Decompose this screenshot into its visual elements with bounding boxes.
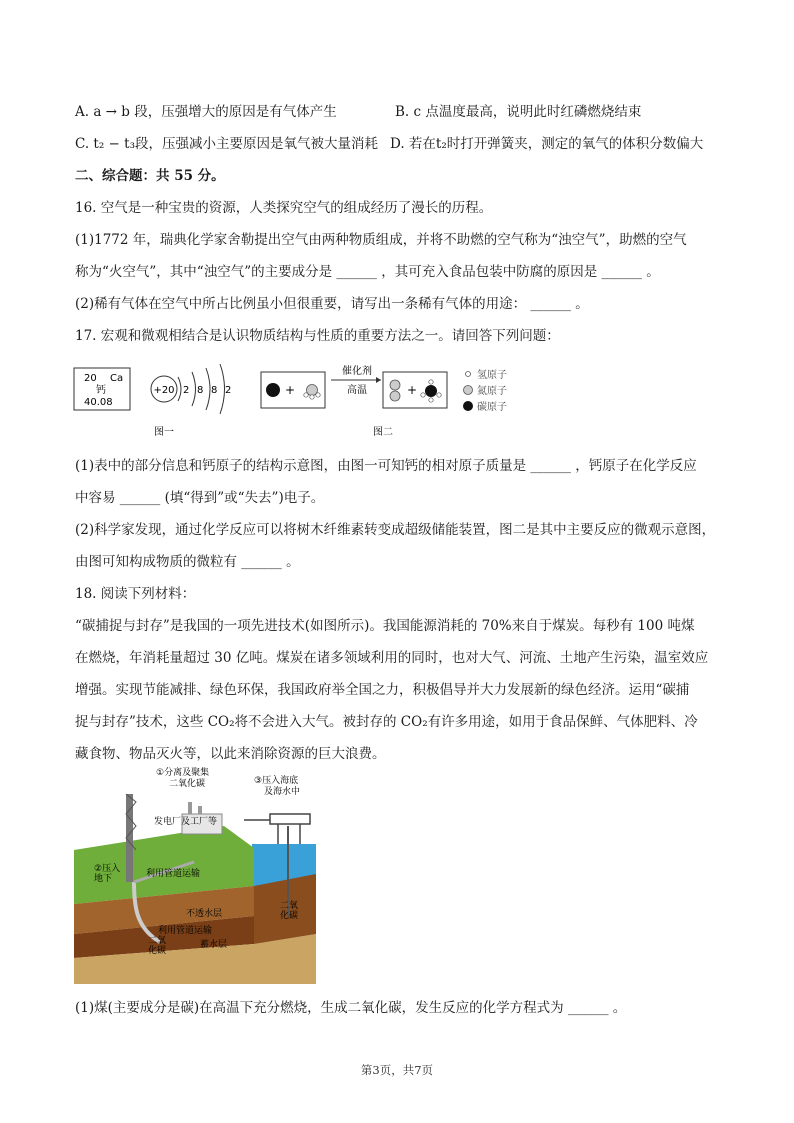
chimney bbox=[188, 802, 192, 814]
element-symbol: Ca bbox=[110, 373, 124, 384]
carbon-atom bbox=[425, 385, 437, 397]
section-heading: 二、综合题：共 55 分。 bbox=[75, 168, 225, 184]
q18-material-line5: 藏食物、物品灭火等，以此来消除资源的巨大浪费。 bbox=[75, 746, 386, 762]
q17-stem: 17. 宏观和微观相结合是认识物质结构与性质的重要方法之一。请回答下列问题： bbox=[75, 328, 560, 344]
carbon-atom bbox=[266, 383, 280, 397]
option-b: B. c 点温度最高，说明此时红磷燃烧结束 bbox=[395, 104, 642, 120]
figure-2-reaction bbox=[255, 360, 555, 440]
q17-part2-line2: 由图可知构成物质的微粒有 ______ 。 bbox=[75, 554, 300, 570]
label-co2-right-1: 二氧 bbox=[280, 901, 299, 911]
label-aquifer: 蓄水层 bbox=[200, 940, 228, 950]
legend-hydrogen-icon bbox=[466, 372, 471, 377]
legend-nitrogen-icon bbox=[464, 386, 473, 395]
carbon-capture-diagram bbox=[74, 766, 316, 984]
option-c: C. t₂ − t₃段，压强减小主要原因是氧气被大量消耗 bbox=[75, 136, 378, 152]
q17-part1-line2: 中容易 ______ (填“得到”或“失去”)电子。 bbox=[75, 490, 325, 506]
figure-1-calcium bbox=[70, 360, 260, 440]
label-co2-right-2: 化碳 bbox=[280, 911, 299, 921]
legend-nitrogen: 氮原子 bbox=[477, 386, 507, 397]
legend-carbon-icon bbox=[463, 401, 473, 411]
label-co2-left-2: 化碳 bbox=[148, 946, 167, 956]
legend-carbon: 碳原子 bbox=[477, 402, 507, 413]
page-footer: 第3页，共7页 bbox=[360, 1063, 434, 1077]
shell-arc-2 bbox=[192, 372, 196, 406]
q18-material-line1: “碳捕捉与封存”是我国的一项先进技术(如图所示)。我国能源消耗的 70%来自于煤炭。每秒有 100 吨煤 bbox=[75, 618, 695, 634]
q17-part1-line1: (1)表中的部分信息和钙原子的结构示意图，由图一可知钙的相对原子质量是 ______ ，钙原子在化学反应 bbox=[75, 458, 697, 474]
q18-material-line2: 在燃烧，年消耗量超过 30 亿吨。煤炭在诸多领域利用的同时，也对大气、河流、土地产生污染，温室效应 bbox=[75, 650, 709, 666]
shell-count-4: 2 bbox=[225, 385, 232, 396]
label-step2-line1: ②压入 bbox=[94, 864, 121, 874]
hydrogen-atom bbox=[304, 393, 308, 397]
q18-material-line4: 捉与封存”技术，这些 CO₂将不会进入大气。被封存的 CO₂有许多用途，如用于食品保鲜、气体肥料、冷 bbox=[75, 714, 698, 730]
shell-count-2: 8 bbox=[197, 385, 204, 396]
shell-arc-4 bbox=[220, 364, 225, 414]
shell-arc-3 bbox=[206, 368, 210, 410]
q18-stem: 18. 阅读下列材料： bbox=[75, 586, 196, 602]
option-a: A. a → b 段，压强增大的原因是有气体产生 bbox=[75, 104, 337, 120]
q18-material-line3: 增强。实现节能减排、绿色环保，我国政府举全国之力，积极倡导并大力发展新的绿色经济。运用“碳捕 bbox=[75, 682, 690, 698]
label-pipeline-1: 利用管道运输 bbox=[146, 869, 201, 879]
shell-count-3: 8 bbox=[211, 385, 218, 396]
label-step1-line2: 二氧化碳 bbox=[169, 779, 206, 789]
nitrogen-atom bbox=[390, 380, 400, 390]
q17-part2-line1: (2)科学家发现，通过化学反应可以将树木纤维素转变成超级储能装置，图二是其中主要反应的微观示意图， bbox=[75, 522, 716, 538]
figure-1-caption: 图一 bbox=[154, 427, 174, 438]
hydrogen-atom bbox=[429, 380, 433, 384]
label-step2-line2: 地下 bbox=[94, 874, 113, 884]
label-step3-line1: ③压入海底 bbox=[254, 776, 299, 786]
hydrogen-atom bbox=[437, 393, 441, 397]
legend-hydrogen: 氢原子 bbox=[477, 370, 507, 381]
q18-part1: (1)煤(主要成分是碳)在高温下充分燃烧，生成二氧化碳，发生反应的化学方程式为 ______ 。 bbox=[75, 1000, 627, 1016]
hydrogen-atom bbox=[421, 393, 425, 397]
catalyst-label: 催化剂 bbox=[342, 366, 372, 377]
arrow-head bbox=[376, 377, 381, 383]
q16-part1-line1: (1)1772 年，瑞典化学家舍勒提出空气由两种物质组成，并将不助燃的空气称为“浊空气”，助燃的空气 bbox=[75, 232, 687, 248]
hydrogen-atom bbox=[316, 393, 320, 397]
label-pipeline-2: 利用管道运输 bbox=[158, 926, 213, 936]
atomic-mass: 40.08 bbox=[84, 397, 113, 408]
hydrogen-atom bbox=[429, 398, 433, 402]
label-co2-left-1: 二氧 bbox=[148, 936, 167, 946]
figure-2-caption: 图二 bbox=[373, 427, 393, 438]
shell-arc-1 bbox=[178, 377, 181, 401]
plus-sign-2: + bbox=[406, 383, 418, 397]
element-name: 钙 bbox=[96, 385, 106, 396]
nucleus-charge: +20 bbox=[153, 385, 175, 396]
label-plant: 发电厂及工厂等 bbox=[154, 817, 218, 827]
high-temp-label: 高温 bbox=[347, 385, 367, 396]
q16-stem: 16. 空气是一种宝贵的资源，人类探究空气的组成经历了漫长的历程。 bbox=[75, 200, 493, 216]
chimney bbox=[198, 806, 202, 814]
label-impermeable: 不透水层 bbox=[186, 909, 223, 919]
nitrogen-atom bbox=[390, 391, 400, 401]
option-d: D. 若在t₂时打开弹簧夹，测定的氧气的体积分数偏大 bbox=[390, 136, 704, 152]
atomic-number: 20 bbox=[84, 373, 97, 384]
q16-part2: (2)稀有气体在空气中所占比例虽小但很重要，请写出一条稀有气体的用途： ______ 。 bbox=[75, 296, 589, 312]
q16-part1-line2: 称为“火空气”，其中“浊空气”的主要成分是 ______ ，其可充入食品包装中防腐的原因是 ______ 。 bbox=[75, 264, 660, 280]
plus-sign-1: + bbox=[284, 383, 296, 397]
shell-count-1: 2 bbox=[183, 385, 190, 396]
label-step1-line1: ①分离及聚集 bbox=[156, 768, 210, 778]
hydrogen-atom bbox=[310, 395, 314, 399]
label-step3-line2: 及海水中 bbox=[264, 787, 301, 797]
